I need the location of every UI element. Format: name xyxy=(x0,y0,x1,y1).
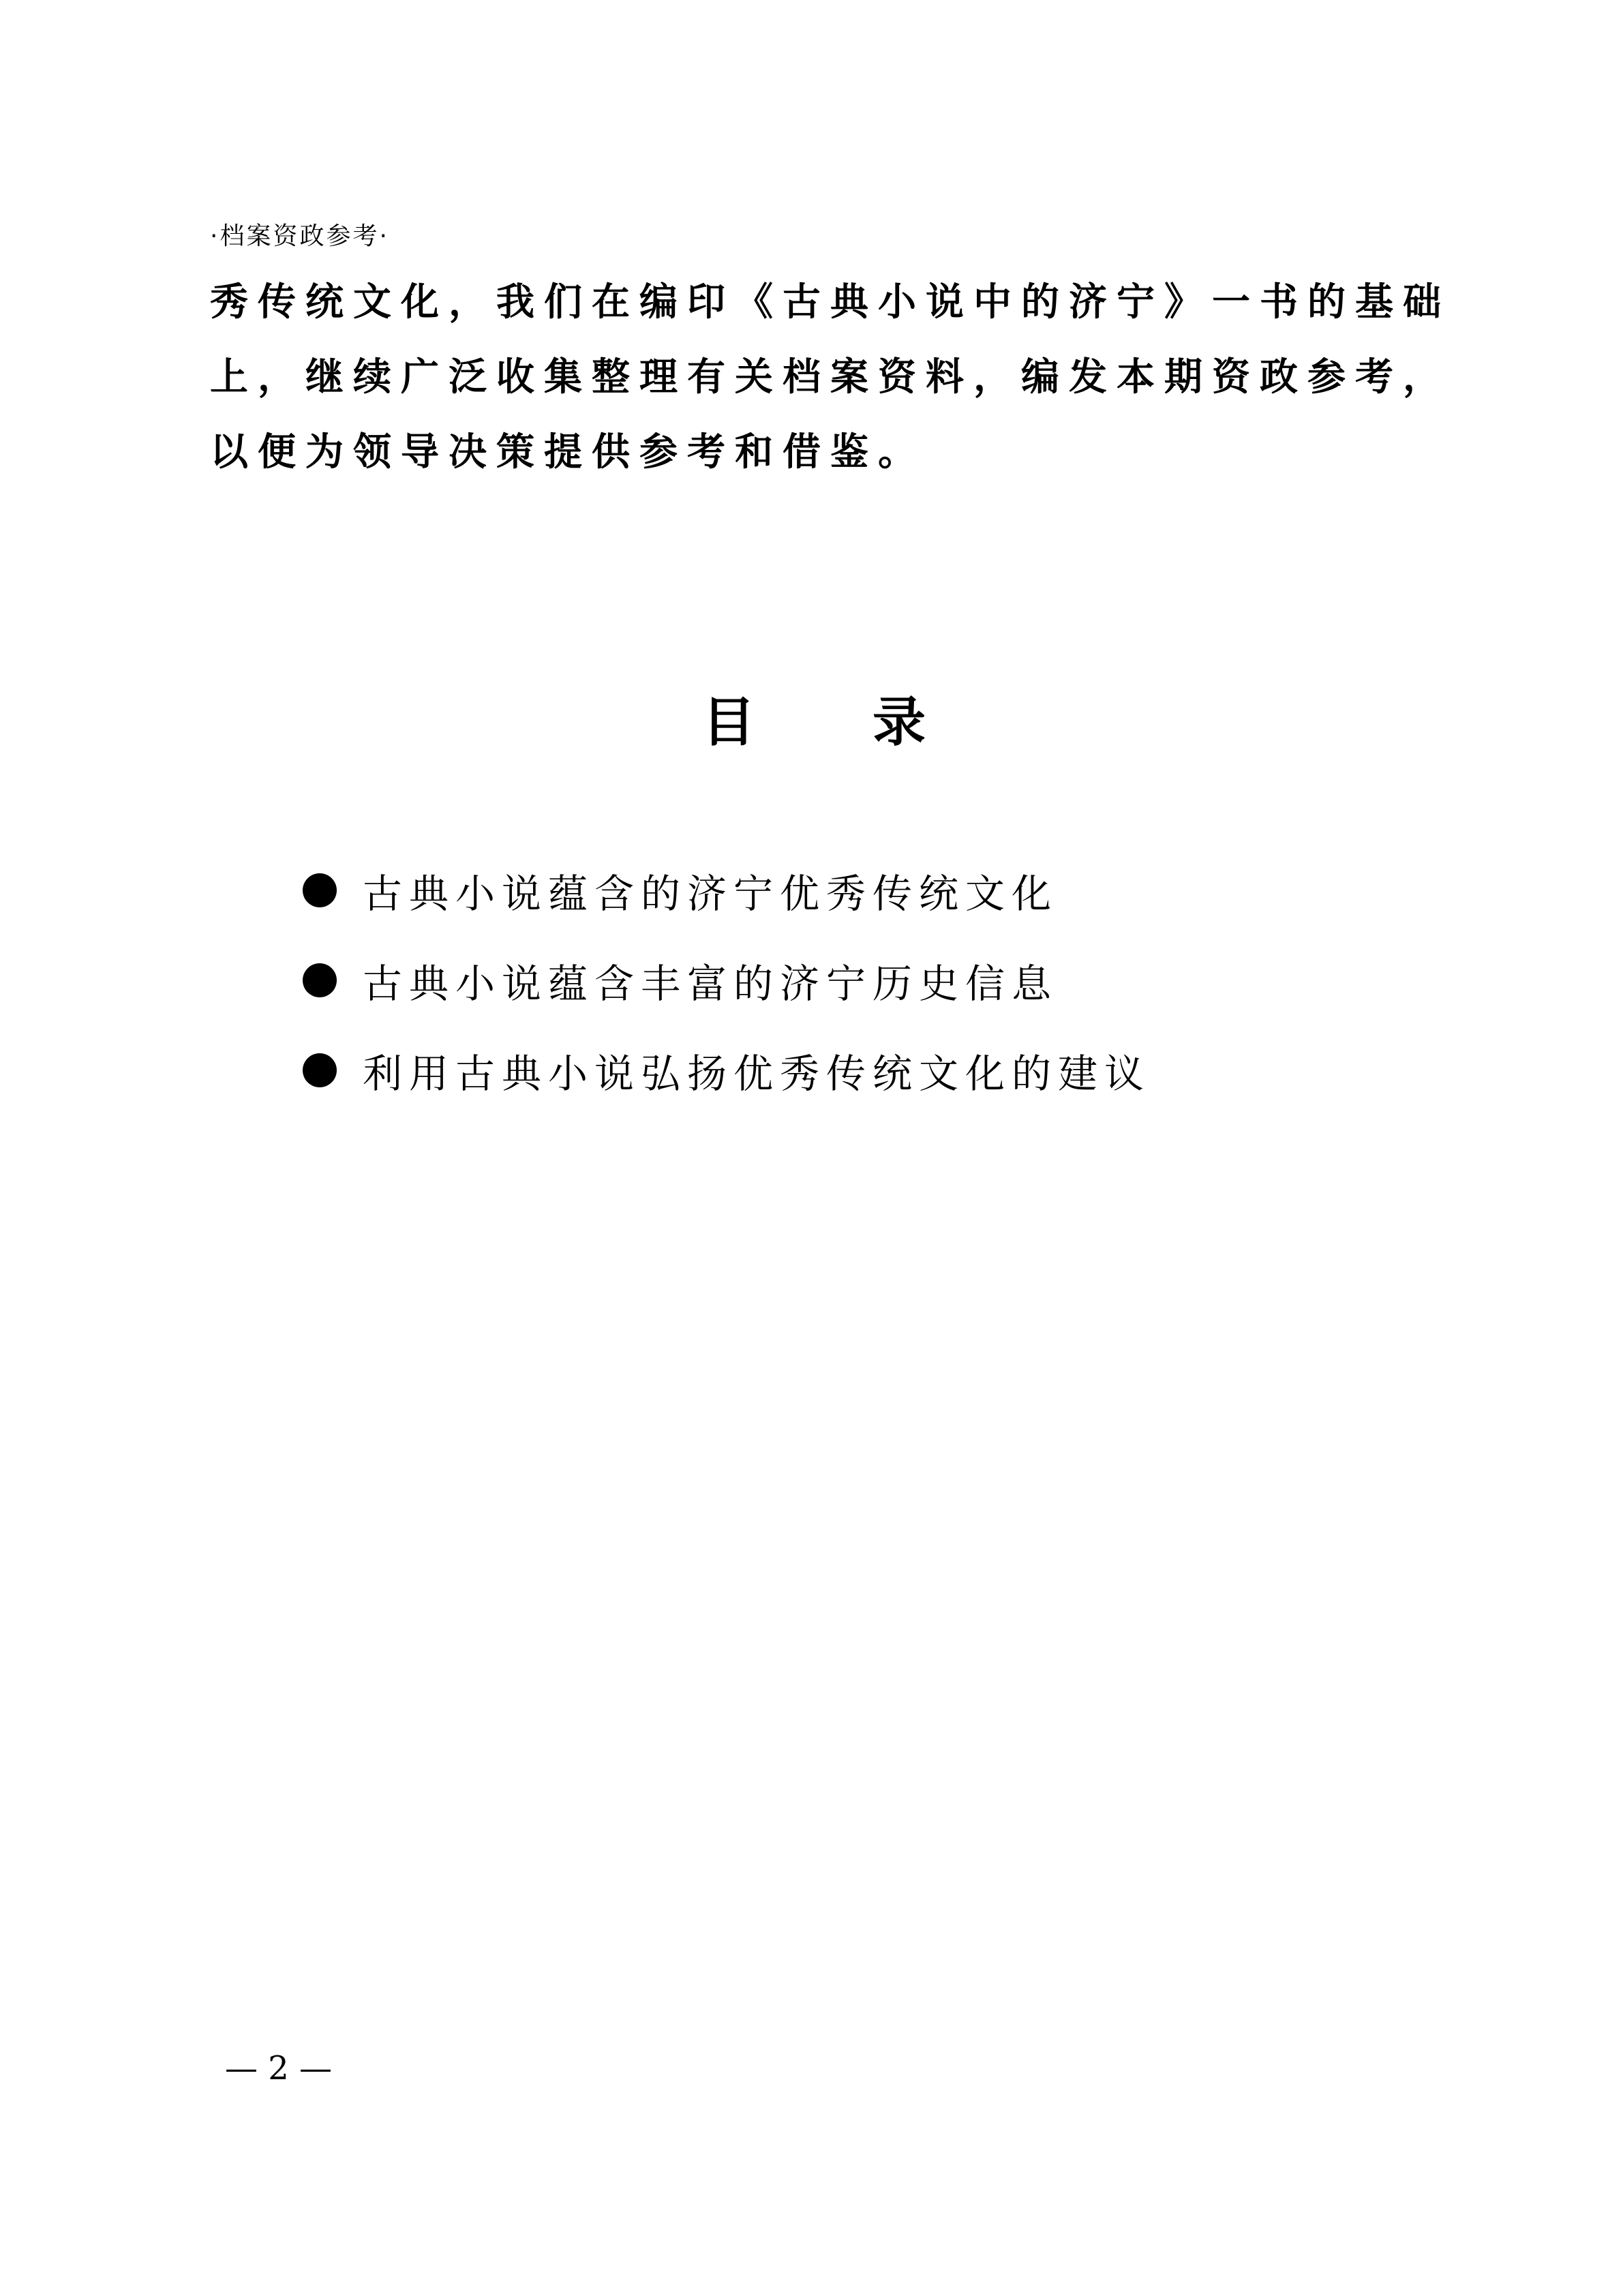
toc-title xyxy=(702,689,926,757)
toc-title-char: 目 xyxy=(702,692,756,753)
body-paragraph xyxy=(210,265,1451,489)
body-line: 上，继续广泛收集整理有关档案资料，编发本期资政参考， xyxy=(210,354,1451,399)
filled-circle-bullet-icon xyxy=(303,963,337,997)
toc-item-label: 古典小说蕴含丰富的济宁历史信息 xyxy=(363,961,1059,1007)
filled-circle-bullet-icon xyxy=(303,873,337,907)
toc-item xyxy=(303,935,1151,1025)
toc-item xyxy=(303,845,1151,935)
toc-item xyxy=(303,1025,1151,1115)
running-header: ·档案资政参考· xyxy=(210,222,389,250)
filled-circle-bullet-icon xyxy=(303,1053,337,1087)
body-line: 以便为领导决策提供参考和借鉴。 xyxy=(210,429,926,474)
toc-list xyxy=(303,845,1151,1115)
page-number: — 2 — xyxy=(225,2049,333,2087)
toc-title-char: 录 xyxy=(873,692,926,753)
toc-item-label: 利用古典小说弘扬优秀传统文化的建议 xyxy=(363,1051,1151,1097)
body-line: 秀传统文化，我们在编印《古典小说中的济宁》一书的基础 xyxy=(210,280,1451,324)
toc-item-label: 古典小说蕴含的济宁优秀传统文化 xyxy=(363,871,1059,917)
